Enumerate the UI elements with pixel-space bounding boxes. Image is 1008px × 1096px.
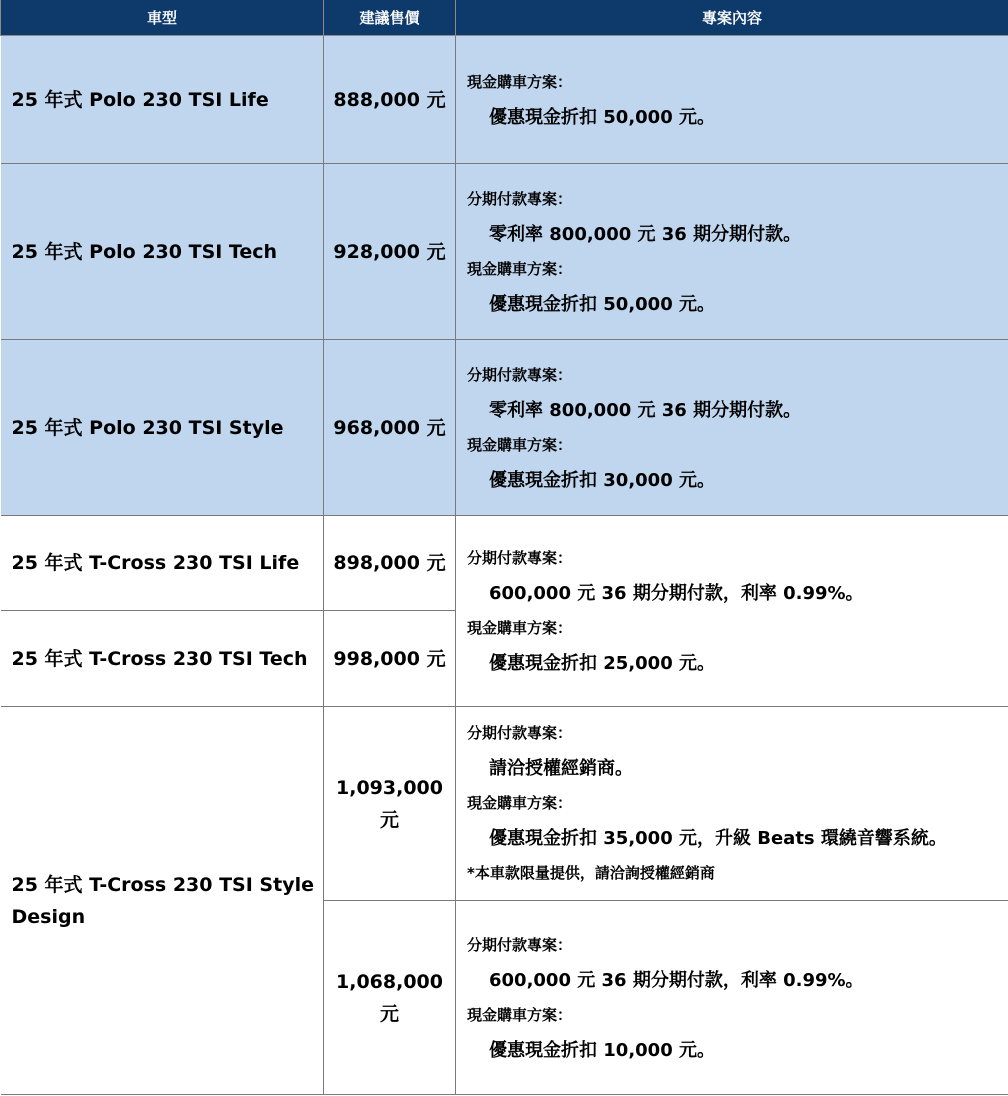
installment-plan-detail: 600,000 元 36 期分期付款，利率 0.99%。: [489, 583, 864, 604]
price-cell: 968,000 元: [324, 340, 456, 516]
installment-plan-label: 分期付款專案：: [467, 365, 573, 384]
model-cell: 25 年式 T-Cross 230 TSI Style Design: [1, 707, 324, 1095]
table-row: [1, 340, 1008, 516]
table-row: [1, 164, 1008, 340]
model-cell: 25 年式 Polo 230 TSI Tech: [1, 164, 324, 340]
cash-plan-detail: 優惠現金折扣 35,000 元，升級 Beats 環繞音響系統。: [489, 828, 947, 849]
cash-plan-detail: 優惠現金折扣 50,000 元。: [489, 106, 715, 128]
plan-cell: [456, 707, 1008, 901]
installment-plan-label: 分期付款專案：: [467, 549, 573, 567]
plan-cell: [456, 36, 1008, 164]
price-cell: 928,000 元: [324, 164, 456, 340]
limited-note: *本車款限量提供，請洽詢授權經銷商: [467, 864, 715, 882]
table-row: [1, 707, 1008, 901]
installment-plan-detail: 600,000 元 36 期分期付款，利率 0.99%。: [489, 969, 864, 991]
plan-cell: [456, 901, 1008, 1095]
installment-plan-detail: 零利率 800,000 元 36 期分期付款。: [489, 223, 802, 245]
model-cell: 25 年式 Polo 230 TSI Life: [1, 36, 324, 164]
table-row: [1, 516, 1008, 611]
cash-plan-label: 現金購車方案：: [467, 794, 573, 812]
price-cell: 1,093,000 元: [324, 707, 456, 901]
installment-plan-label: 分期付款專案：: [467, 935, 573, 954]
cash-plan-label: 現金購車方案：: [467, 619, 573, 637]
cash-plan-label: 現金購車方案：: [467, 259, 573, 278]
plan-cell: [456, 340, 1008, 516]
plan-cell: [456, 164, 1008, 340]
plan-cell: [456, 516, 1008, 707]
model-cell: 25 年式 T-Cross 230 TSI Tech: [1, 611, 324, 707]
cash-plan-label: 現金購車方案：: [467, 1005, 573, 1024]
table-header-row: [1, 0, 1008, 36]
model-cell: 25 年式 T-Cross 230 TSI Life: [1, 516, 324, 611]
installment-plan-detail: 請洽授權經銷商。: [489, 758, 633, 779]
price-cell: 898,000 元: [324, 516, 456, 611]
cash-plan-detail: 優惠現金折扣 30,000 元。: [489, 469, 715, 491]
header-plan: 專案內容: [456, 0, 1008, 36]
table-row: [1, 36, 1008, 164]
header-price: 建議售價: [324, 0, 456, 36]
price-cell: 998,000 元: [324, 611, 456, 707]
price-cell: 888,000 元: [324, 36, 456, 164]
header-model: 車型: [1, 0, 324, 36]
price-cell: 1,068,000 元: [324, 901, 456, 1095]
cash-plan-detail: 優惠現金折扣 50,000 元。: [489, 293, 715, 315]
installment-plan-detail: 零利率 800,000 元 36 期分期付款。: [489, 399, 802, 421]
cash-plan-label: 現金購車方案：: [467, 72, 573, 91]
installment-plan-label: 分期付款專案：: [467, 724, 573, 742]
cash-plan-detail: 優惠現金折扣 25,000 元。: [489, 653, 715, 674]
model-cell: 25 年式 Polo 230 TSI Style: [1, 340, 324, 516]
cash-plan-label: 現金購車方案：: [467, 435, 573, 454]
installment-plan-label: 分期付款專案：: [467, 189, 573, 208]
cash-plan-detail: 優惠現金折扣 10,000 元。: [489, 1039, 715, 1061]
